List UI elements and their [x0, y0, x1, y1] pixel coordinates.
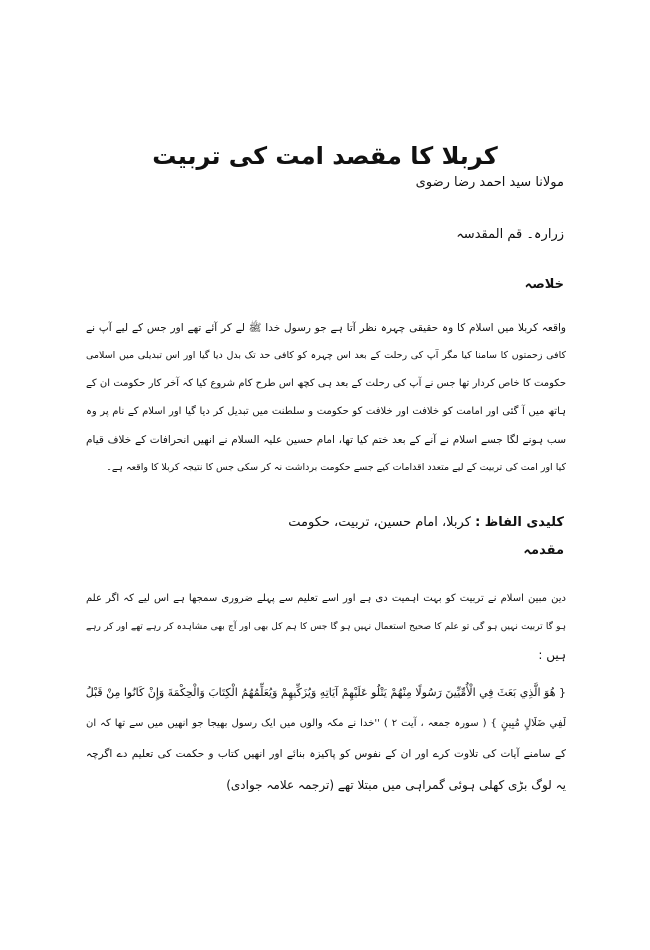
summary-line: ہاتھ میں آ گئی اور امامت کو خلافت اور خلافت کو حکومت و سلطنت میں تبدیل کر دیا گیا اور اسلام کے نام پر وہ — [86, 406, 566, 417]
summary-line: سب ہونے لگا جسے اسلام نے آنے کے بعد ختم کیا تھا، امام حسین علیہ السلام نے انھیں انحرافات کے خلاف قیام — [86, 434, 566, 446]
summary-line: حکومت کا خاص کردار تھا جس نے آپ کی رحلت کے بعد ہی کچھ اس طرح کام شروع کیا کہ آخر کار حکومت ان کے — [86, 378, 566, 389]
verse-line: لَفِي ضَلَالٍ مُبِينٍ } ( سورہ جمعہ ، آیت ۲ ) ''خدا نے مکہ والوں میں ایک رسول بھیجا جو انھیں میں سے تھا کہ ان — [86, 718, 566, 729]
article-title: کربلا کا مقصد امت کی تربیت — [152, 142, 498, 170]
author-name: مولانا سید احمد رضا رضوی — [415, 175, 564, 190]
verse-line: کے سامنے آیات کی تلاوت کرے اور ان کے نفوس کو پاکیزہ بنائے اور انھیں کتاب و حکمت کی تعلیم دے اگرچہ — [86, 748, 566, 760]
summary-heading: خلاصہ — [524, 277, 564, 292]
summary-line: واقعہ کربلا میں اسلام کا وہ حقیقی چہرہ نظر آتا ہے جو رسول خدا ﷺ لے کر آئے تھے اور جس کے لیے آپ نے — [86, 322, 566, 334]
introduction-line: ہو گا تربیت نہیں ہو گی تو علم کا صحیح استعمال نہیں ہو گا جس کا ہم کل بھی اور آج بھی مشاہدہ کر رہے تھے اور کر رہے — [86, 622, 566, 632]
summary-line: کیا اور امت کی تربیت کے لیے متعدد اقدامات کیے جسے حکومت برداشت نہ کر سکی جس کا نتیجہ کربلا کا واقعہ ہے۔ — [106, 462, 566, 473]
author-affiliation: زرارہ۔ قم المقدسہ — [456, 227, 564, 242]
keywords-label: کلیدی الفاظ : — [475, 515, 564, 530]
introduction-heading: مقدمہ — [523, 543, 564, 558]
verse-line: یہ لوگ بڑی کھلی ہوئی گمراہی میں مبتلا تھے (ترجمہ علامہ جوادی) — [226, 778, 566, 792]
summary-line: کافی زحمتوں کا سامنا کیا مگر آپ کی رحلت کے بعد اس چہرہ کو کافی حد تک بدل دیا گیا اور اس تبدیلی میں اسلامی — [86, 350, 566, 361]
keywords-line — [84, 512, 564, 534]
keywords-value: کربلا، امام حسین، تربیت، حکومت — [288, 515, 471, 530]
introduction-line: دین مبین اسلام نے تربیت کو بہت اہمیت دی ہے اور اسے تعلیم سے پہلے ضروری سمجھا ہے اس لیے کہ اگر علم — [86, 593, 566, 604]
summary-paragraph — [86, 314, 566, 482]
verse-line: { هُوَ الَّذِي بَعَثَ فِي الْأُمِّيِّينَ رَسُولًا مِنْهُمْ يَتْلُو عَلَيْهِمْ آيَاتِهِ وَيُزَكِّيهِمْ وَيُعَلِّمُهُمُ الْكِتَابَ وَالْحِكْمَةَ وَإِنْ كَانُوا مِنْ قَبْلُ — [86, 686, 566, 699]
verse-paragraph — [86, 677, 566, 801]
introduction-paragraph — [86, 585, 566, 669]
introduction-line: ہیں : — [538, 648, 566, 662]
